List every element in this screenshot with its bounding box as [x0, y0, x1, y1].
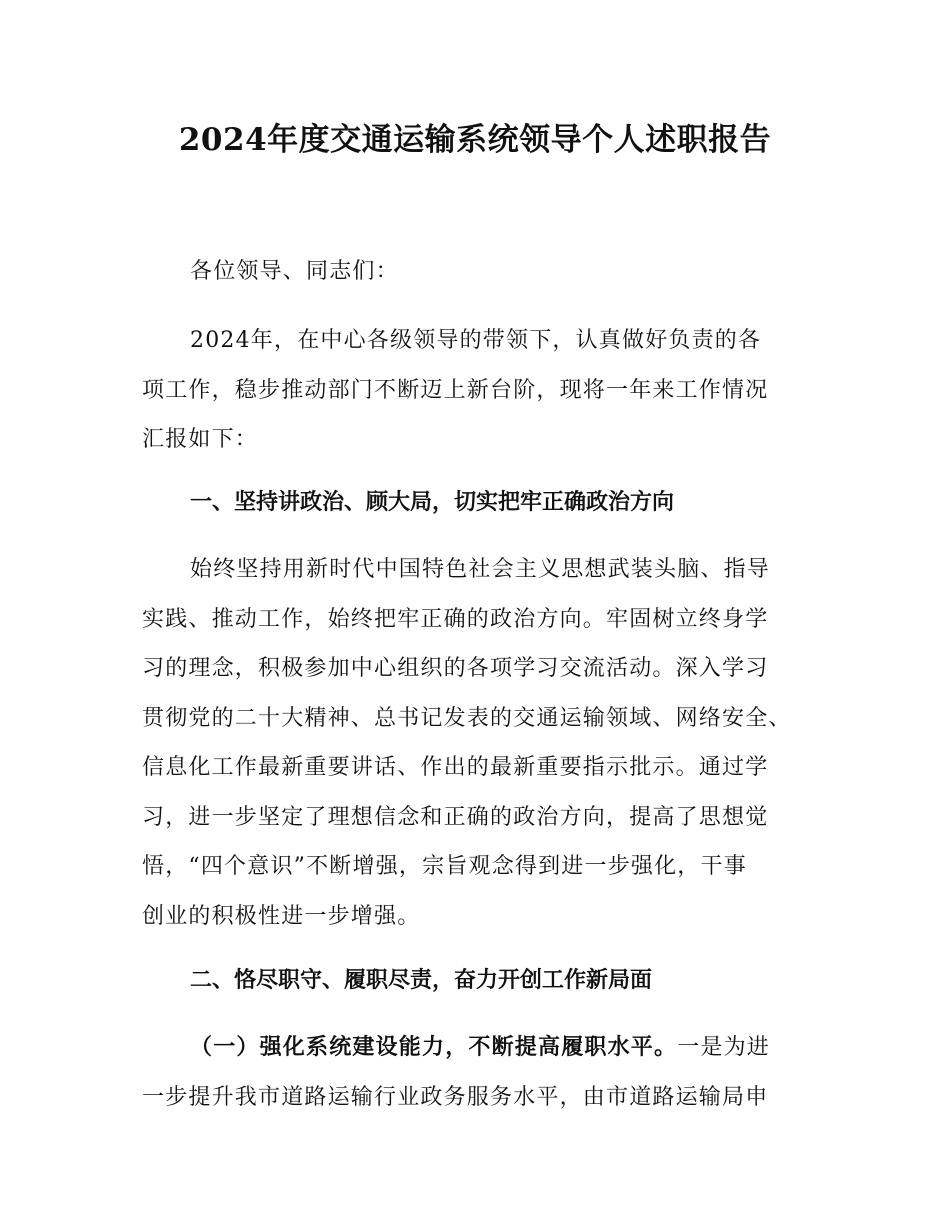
document-title: 2024年度交通运输系统领导个人述职报告: [178, 122, 772, 158]
intro-line: 2024年，在中心各级领导的带领下，认真做好负责的各: [190, 328, 762, 353]
intro-paragraph: [142, 316, 832, 465]
subsection1-heading: （一）强化系统建设能力，不断提高履职水平。: [190, 1035, 678, 1060]
section1-line: 贯彻党的二十大精神、总书记发表的交通运输领域、网络安全、: [142, 705, 792, 731]
section1-line: 悟，“四个意识”不断增强，宗旨观念得到进一步强化，干事: [142, 854, 747, 879]
subsection1-text: 一是为进: [677, 1035, 771, 1060]
section1-line: 创业的积极性进一步增强。: [142, 903, 421, 929]
intro-line: 汇报如下：: [142, 427, 259, 452]
section2-heading: 二、恪尽职守、履职尽责，奋力开创工作新局面: [190, 968, 653, 993]
section1-line: 始终坚持用新时代中国特色社会主义思想武装头脑、指导: [190, 557, 771, 582]
section1-line: 习的理念，积极参加中心组织的各项学习交流活动。深入学习: [142, 656, 769, 681]
section1-line: 信息化工作最新重要讲话、作出的最新重要指示批示。通过学: [142, 755, 769, 780]
intro-line: 项工作，稳步推动部门不断迈上新台阶，现将一年来工作情况: [142, 377, 769, 403]
salutation-text: 各位领导、同志们：: [190, 259, 399, 284]
section2-line: 一步提升我市道路运输行业政务服务水平，由市道路运输局申: [142, 1084, 769, 1110]
section1-heading: 一、坚持讲政治、顾大局，切实把牢正确政治方向: [190, 490, 675, 515]
section2-paragraph: [142, 1023, 832, 1122]
section1-line: 习，进一步坚定了理想信念和正确的政治方向，提高了思想觉: [142, 804, 769, 830]
salutation: [142, 247, 832, 297]
section1-line: 实践、推动工作，始终把牢正确的政治方向。牢固树立终身学: [142, 606, 769, 632]
section1-paragraph: [142, 545, 832, 941]
section2-first-line: [142, 1023, 832, 1073]
